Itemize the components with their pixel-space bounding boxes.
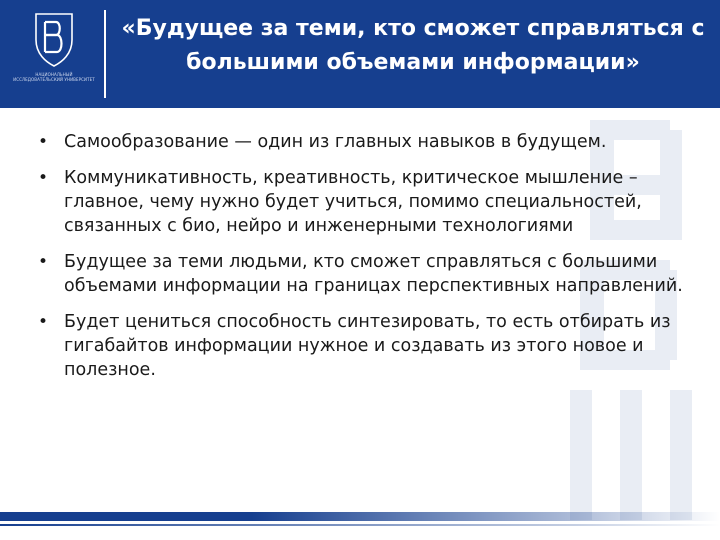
slide-header — [0, 0, 720, 108]
list-item — [36, 166, 686, 238]
header-divider — [104, 10, 106, 98]
bullet-text: Будущее за теми людьми, кто сможет справляться с большими объемами информации на границах перспективных направлений. — [64, 252, 683, 296]
list-item — [36, 130, 686, 154]
bullet-text: Коммуникативность, креативность, критическое мышление – главное, чему нужно будет учиться, помимо специальностей, связанных с био, нейро и инженерными технологиями — [64, 168, 642, 236]
list-item — [36, 310, 686, 382]
logo-caption: НАЦИОНАЛЬНЫЙ ИССЛЕДОВАТЕЛЬСКИЙ УНИВЕРСИТЕТ — [13, 72, 95, 82]
bullet-text: Самообразование — один из главных навыков в будущем. — [64, 132, 607, 152]
list-item — [36, 250, 686, 298]
university-crest-icon — [12, 8, 96, 70]
footer-bar — [0, 512, 720, 521]
bullet-text: Будет цениться способность синтезировать, то есть отбирать из гигабайтов информации нужное и создавать из этого новое и полезное. — [64, 312, 671, 380]
bullet-list — [36, 130, 686, 394]
slide-title: «Будущее за теми, кто сможет справляться с большими объемами информации» — [121, 16, 705, 75]
bullet-marker: • — [38, 252, 49, 272]
bullet-marker: • — [38, 312, 49, 332]
bullet-marker: • — [38, 168, 49, 188]
footer-line — [0, 524, 720, 526]
university-logo — [12, 8, 96, 100]
bullet-marker: • — [38, 132, 49, 152]
